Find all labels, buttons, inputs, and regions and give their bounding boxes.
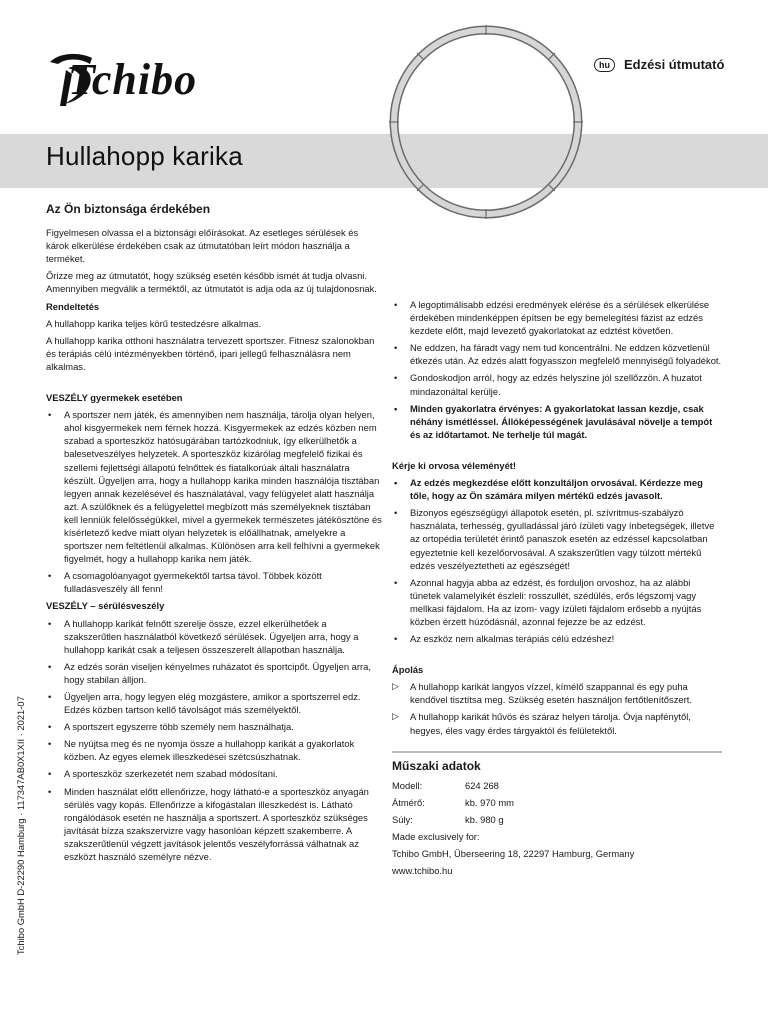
spec-row xyxy=(392,813,722,826)
website-link[interactable]: www.tchibo.hu xyxy=(392,865,453,877)
doctor-heading: Kérje ki orvosa véleményét! xyxy=(392,459,517,471)
purpose-heading: Rendeltetés xyxy=(46,300,100,312)
purpose-text-1: A hullahopp karika teljes körű testedzésre alkalmas. xyxy=(46,317,262,329)
danger-children-heading: VESZÉLY gyermekek esetében xyxy=(46,392,183,404)
list-item: ▷ A hullahopp karikát hűvös és száraz helyen tárolja. Óvja napfénytől, hegyes, éles vagy érdes tárgyaktól és felületektől. xyxy=(392,710,722,736)
spec-value: kb. 970 mm xyxy=(465,796,514,808)
specs-heading: Műszaki adatok xyxy=(392,751,722,773)
list-item: ▷ A hullahopp karikát langyos vízzel, kímélő szappannal és egy puha kendővel tisztítsa meg. Szükség esetén használjon fertőtlenítőszert. xyxy=(392,680,722,706)
list-item: • A sportszert egyszerre több személy nem használhatja. xyxy=(46,720,382,733)
hullahopp-ring-illustration xyxy=(386,22,586,222)
danger-children-list xyxy=(46,408,382,595)
spec-value: 624 268 xyxy=(465,779,499,791)
spec-row xyxy=(392,779,722,792)
page-title: Hullahopp karika xyxy=(46,141,243,171)
list-item: • Ügyeljen arra, hogy legyen elég mozgástere, amikor a sportszerrel edz. Edzés közben tartson kellő távolságot más személyektől. xyxy=(46,690,382,716)
list-item: • A sporteszköz szerkezetét nem szabad módosítani. xyxy=(46,767,382,780)
list-item: • A legoptimálisabb edzési eredmények elérése és a sérülések elkerülése érdekében mindenképpen építsen be egy bemelegítési fázist az edzés kezdete előtt, majd levezető gyakorlatokat az edztést követően. xyxy=(392,298,722,337)
care-heading: Ápolás xyxy=(392,664,424,676)
guide-title: Edzési útmutató xyxy=(624,57,725,72)
language-badge: hu xyxy=(594,58,615,72)
list-item: • Az edzés során viseljen kényelmes ruházatot és sportcipőt. Ügyeljen arra, hogy stabilan álljon. xyxy=(46,660,382,686)
list-item: • A csomagolóanyagot gyermekektől tartsa távol. Többek között fulladásveszély áll fenn! xyxy=(46,569,382,595)
side-document-code: Tchibo GmbH D-22290 Hamburg · 117347AB0X1XII · 2021-07 xyxy=(15,696,26,955)
danger-injury-list xyxy=(46,617,382,864)
list-item: • Az eszköz nem alkalmas terápiás célú edzéshez! xyxy=(392,632,722,645)
brand-name: Tchibo xyxy=(68,55,198,104)
spec-label: Átmérő: xyxy=(392,796,425,808)
list-item: • A hullahopp karikát felnőtt szerelje össze, ezzel elkerülhetőek a szakszerűtlen használatból következő sérülések. Ügyeljen arra, hogy a hullahopp karikát csak a teljesen összeszerelt állapotban használja. xyxy=(46,617,382,656)
care-list xyxy=(392,680,722,736)
list-item-bold: • Az edzés megkezdése előtt konzultáljon orvosával. Kérdezze meg tőle, hogy az Ön számára milyen mértékű edzés javasolt. xyxy=(392,476,722,502)
right-column xyxy=(392,298,722,881)
list-item: • A sportszer nem játék, és amennyiben nem használja, tárolja olyan helyen, ahol kisgyermekek nem férnek hozzá. Kisgyermekek az edzés közben nem szabad a sporteszköz hatósugárában tartózkodniuk, így elkerülhetők a balesetveszélyes helyzetek. A sporteszköz kizárólag megfelelő fizikai és szellemi fejlettségi állapotú felnőttek és fiatalkorúak általi használatra készült. Ügyeljen arra, hogy a hullahopp karika minden használója tisztában legyen annak kezelésével és használatával, vagy felügyelet alatt használja azt. A szülőknek és a felügyelettel megbízott más személyeknek tisztában kell lenniük felelősségükkel, mivel a gyermekek természetes játékösztöne és kísérletező kedve miatt olyan helyzetek is előállhatnak, amelyekre a sportszer nem feltétlenül alkalmas. Különösen arra kell felhívni a gyermekek figyelmét, hogy a hullahopp karika nem játék. xyxy=(46,408,382,565)
list-item: • Gondoskodjon arról, hogy az edzés helyszíne jól szellőzzön. A huzatot mindazonáltal kerülje. xyxy=(392,371,722,397)
safety-intro-2: Őrizze meg az útmutatót, hogy szükség esetén később ismét át tudja olvasni. Amennyiben megválik a terméktől, az útmutatót is adja oda az új tulajdonosnak. xyxy=(46,270,377,295)
purpose-text-2: A hullahopp karika otthoni használatra tervezett sportszer. Fitnesz szalonokban és terápiás célú intézményekben történő, ipari jellegű felhasználásra nem alkalmas. xyxy=(46,334,375,372)
list-item: • Bizonyos egészségügyi állapotok esetén, pl. szívritmus-szabályzó használata, terhesség, gyulladással járó ízületi vagy ínbetegségek, illetve az ortopédia területét érintő panaszok esetén az edzéssel kapcsolatban egyeztetnie kell kezelőorvosával. A szakszerűtlen vagy túlzott mértékű edzés veszélyeztetheti az egészségét! xyxy=(392,506,722,571)
spec-label: Súly: xyxy=(392,813,413,825)
list-item: • Ne nyújtsa meg és ne nyomja össze a hullahopp karikát a gyakorlatok közben. Az egyes elemek illeszkedései szétcsúszhatnak. xyxy=(46,737,382,763)
spec-label: Modell: xyxy=(392,779,423,791)
spec-row xyxy=(392,796,722,809)
list-item: • Ne eddzen, ha fáradt vagy nem tud koncentrálni. Ne eddzen közvetlenül étkezés után. Az edzés alatt fogyasszon megfelelő mennyiségű folyadékot. xyxy=(392,341,722,367)
safety-intro-1: Figyelmesen olvassa el a biztonsági előírásokat. Az esetleges sérülések és károk elkerülése érdekében csak az útmutatóban leírt módon használja a terméket. xyxy=(46,227,359,265)
safety-heading: Az Ön biztonsága érdekében xyxy=(46,202,211,216)
doctor-list xyxy=(392,476,722,645)
danger-injury-heading: VESZÉLY – sérülésveszély xyxy=(46,600,165,612)
list-item: • Azonnal hagyja abba az edzést, és forduljon orvoshoz, ha az alábbi tünetek valamelyikét észleli: rosszullét, szédülés, erős légszomj vagy mellkasi fájdalom. Ha az izom- vagy ízületi fájdalom erősebb a nyújtás közben érzett húzódásnál, azonnal fejezze be az edzést. xyxy=(392,576,722,628)
made-for-label: Made exclusively for: xyxy=(392,831,480,842)
training-list xyxy=(392,298,722,441)
spec-value: kb. 980 g xyxy=(465,813,504,825)
list-item-bold: • Minden gyakorlatra érvényes: A gyakorlatokat lassan kezdje, csak néhány ismétléssel. Állóképességének javulásával növelje a tempót és az időtartamot. Ne terhelje túl magát. xyxy=(392,402,722,441)
list-item: • Minden használat előtt ellenőrizze, hogy látható-e a sporteszköz anyagán sérülés vagy kopás. Ellenőrizze a kifogástalan illeszkedést is. Látható rongálódások esetén ne használja a sportszert. A sporteszköz szükséges javítását bízza szakszervizre vagy hasonlóan képzett szakemberre. A szakszerűtlenül végzett javítások jelentős veszélyforrássá válhatnak az eszközt használó személyre nézve. xyxy=(46,785,382,864)
left-column xyxy=(46,203,382,867)
company-address: Tchibo GmbH, Überseering 18, 22297 Hamburg, Germany xyxy=(392,848,635,860)
